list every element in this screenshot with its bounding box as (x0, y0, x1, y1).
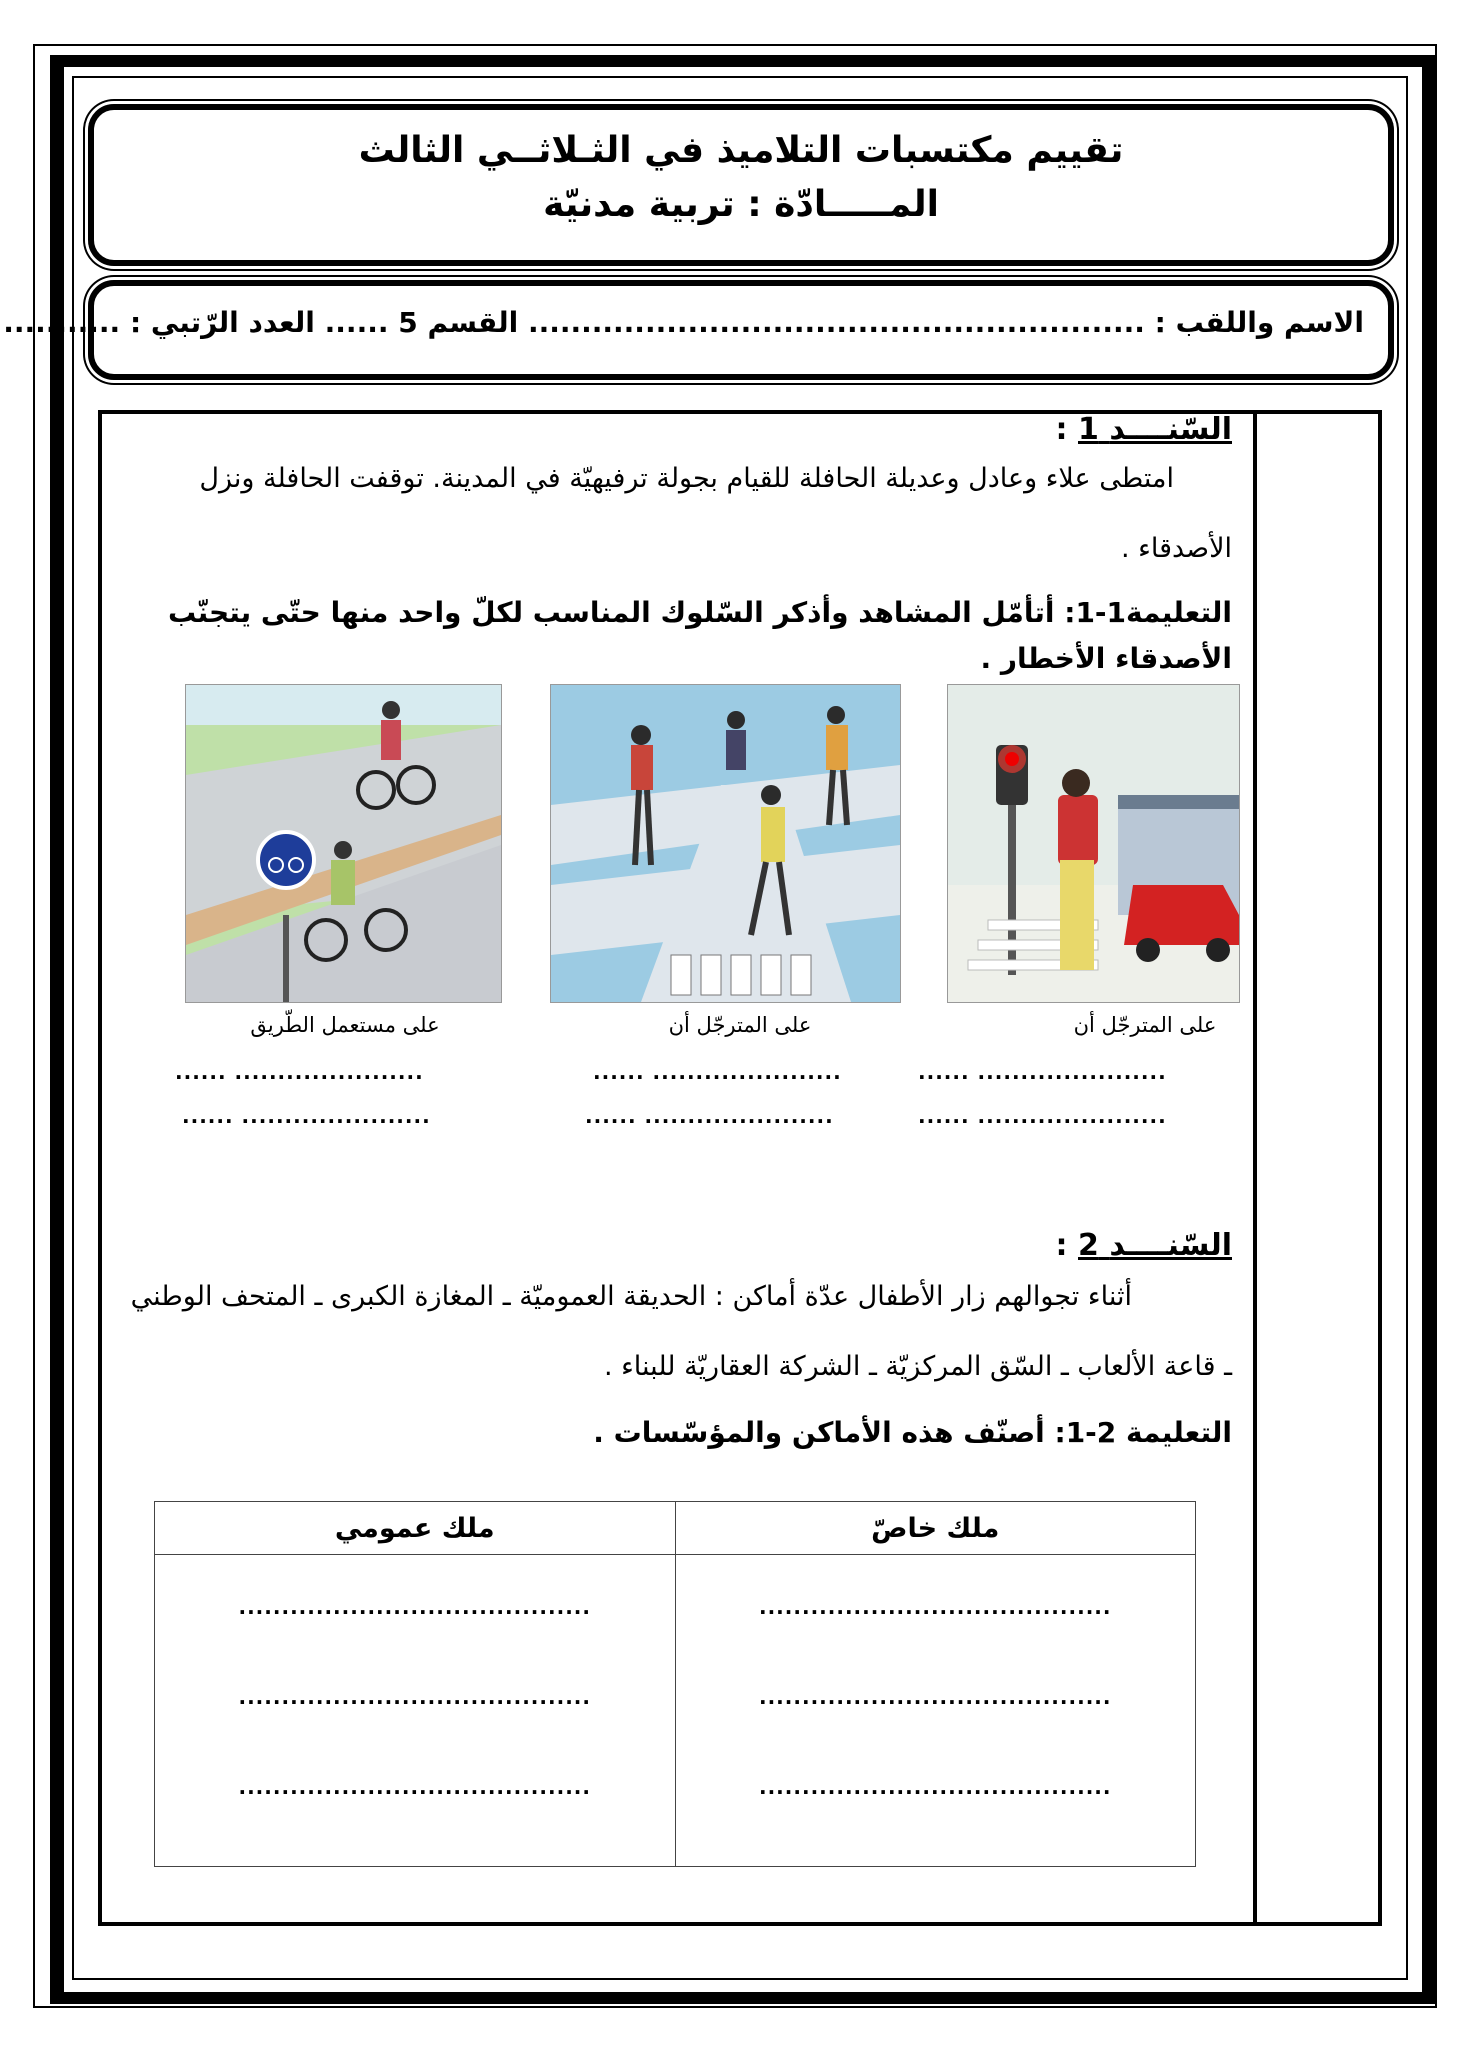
answer-line[interactable]: ......................................... (758, 1685, 1112, 1709)
student-info-box (3, 280, 1394, 380)
scene-image-pedestrian-red-light (947, 684, 1240, 1003)
class-label: القسم 5 (398, 306, 519, 339)
instruction-2-1: التعليمة 2-1: أصنّف هذه الأماكن والمؤسّسات . (593, 1416, 1232, 1449)
sanad-label: السّنــــد (1109, 412, 1232, 447)
rank-label: العدد الرّتبي : (129, 306, 315, 339)
scene-image-cyclists (185, 684, 502, 1003)
sanad-1-heading (1056, 412, 1232, 447)
sanad-1-text: امتطى علاء وعادل وعديلة الحافلة للقيام بجولة ترفيهيّة في المدينة. توقفت الحافلة ونزل الأصدقاء . (199, 463, 1232, 564)
scene-3-answer-line-1[interactable]: ...................... ...... (175, 1060, 424, 1084)
public-property-cell (155, 1555, 676, 1867)
sanad-2-text: أثناء تجوالهم زار الأطفال عدّة أماكن : الحديقة العموميّة ـ المغازة الكبرى ـ المتحف الوطني ـ قاعة الألعاب ـ السّق المركزيّة ـ الشركة العقاريّة للبناء . (130, 1281, 1232, 1382)
scene-3-caption: على مستعمل الطّريق (250, 1013, 440, 1037)
header-private-property: ملك خاصّ (675, 1502, 1196, 1555)
rank-field[interactable]: ........... (3, 306, 121, 339)
class-field[interactable]: ...... (324, 306, 389, 339)
answer-line[interactable]: ......................................... (758, 1775, 1112, 1799)
pedestrians-crosswalk-illustration (551, 685, 900, 1002)
scene-1-answer-line-1[interactable]: ...................... ...... (918, 1060, 1167, 1084)
scene-2-answer-line-2[interactable]: ...................... ...... (585, 1104, 834, 1128)
scene-3-answer-line-2[interactable]: ...................... ...... (182, 1104, 431, 1128)
scene-image-pedestrians-crosswalk (550, 684, 901, 1003)
sanad-colon: : (1055, 1228, 1068, 1263)
sanad-number: 1 (1078, 412, 1099, 447)
classification-table (154, 1501, 1196, 1867)
scene-2-answer-line-1[interactable]: ...................... ...... (593, 1060, 842, 1084)
scene-1-caption: على المترجّل أن (1073, 1013, 1217, 1037)
answer-line[interactable]: ......................................... (238, 1775, 591, 1799)
table-row (155, 1555, 1196, 1867)
instruction-1-1: التعليمة1-1: أتأمّل المشاهد وأذكر السّلوك المناسب لكلّ واحد منها حتّى يتجنّب الأصدقاء الأخطار . (167, 596, 1232, 675)
name-field[interactable]: .......................................................... (527, 306, 1145, 339)
sanad-2-heading (1056, 1228, 1232, 1263)
student-info-line (3, 306, 1364, 339)
subject-title: المـــــادّة : تربية مدنيّة (543, 184, 939, 225)
sanad-number: 2 (1078, 1228, 1099, 1263)
pedestrian-red-light-illustration (948, 685, 1239, 1002)
private-property-cell (675, 1555, 1196, 1867)
title-box (88, 104, 1394, 266)
answer-line[interactable]: ......................................... (758, 1595, 1112, 1619)
sanad-label: السّنــــد (1109, 1228, 1232, 1263)
sanad-colon: : (1055, 412, 1068, 447)
answer-line[interactable]: ......................................... (238, 1685, 591, 1709)
answer-line[interactable]: ......................................... (238, 1595, 591, 1619)
scene-1-answer-line-2[interactable]: ...................... ...... (918, 1104, 1167, 1128)
grading-margin-divider (1253, 410, 1257, 1922)
scene-2-caption: على المترجّل أن (668, 1013, 812, 1037)
table-header-row (155, 1502, 1196, 1555)
name-label: الاسم واللقب : (1154, 306, 1364, 339)
page-title: تقييم مكتسبات التلاميذ في الثـلاثــي الثالث (358, 130, 1124, 171)
header-public-property: ملك عمومي (155, 1502, 676, 1555)
cyclists-bike-lane-illustration (186, 685, 501, 1002)
